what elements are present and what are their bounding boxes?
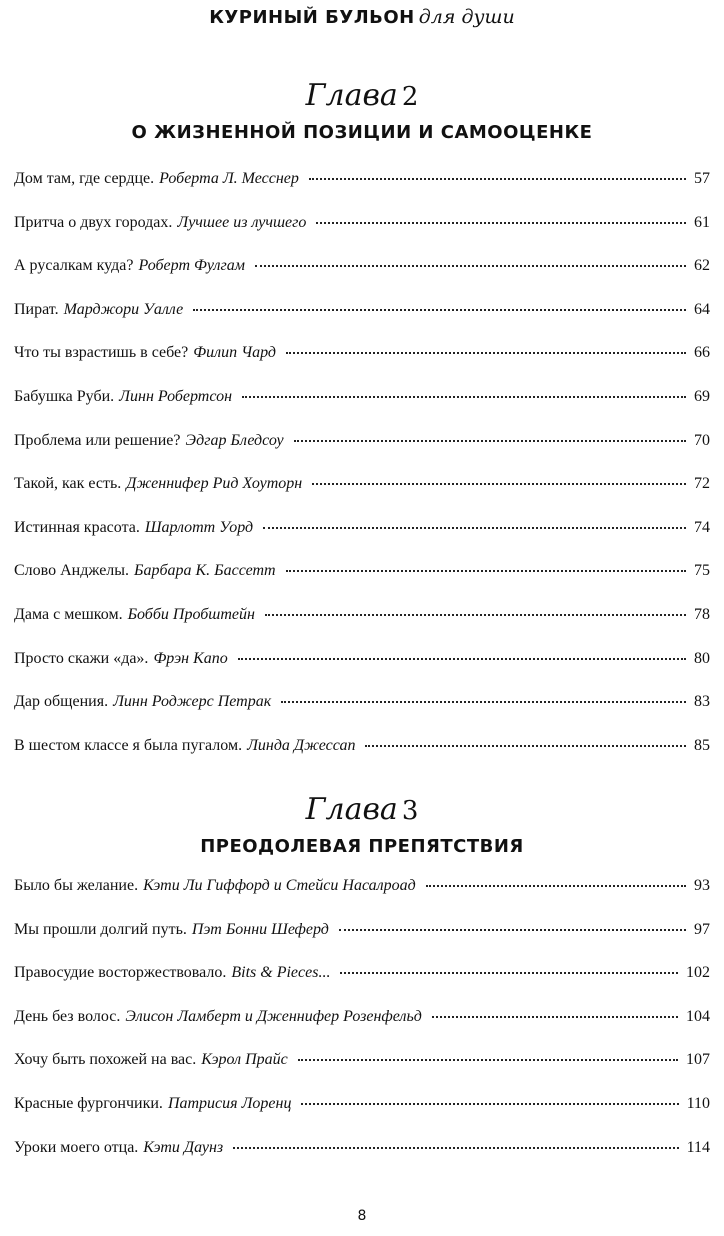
dot-leader: [193, 308, 686, 311]
toc-entry-title: Уроки моего отца.: [14, 1138, 139, 1156]
dot-leader: [233, 1146, 678, 1149]
chapter-2-heading: [0, 78, 724, 143]
toc-entry-author: Пэт Бонни Шеферд: [191, 920, 329, 938]
toc-entry: [14, 214, 710, 258]
toc-entry-author: Линда Джессап: [247, 736, 356, 754]
dot-leader: [365, 744, 686, 747]
toc-entry-author: Бобби Пробштейн: [127, 605, 255, 623]
toc-entry: [14, 964, 710, 1008]
toc-entry-page: 114: [686, 1138, 710, 1156]
toc-list-chapter-3: [14, 877, 710, 1182]
toc-entry-page: 69: [694, 387, 710, 405]
toc-entry-author: Элисон Ламберт и Дженнифер Розенфельд: [125, 1007, 422, 1025]
toc-entry-page: 64: [694, 300, 710, 318]
toc-list-chapter-2: [14, 170, 710, 780]
dot-leader: [309, 177, 686, 180]
toc-entry-page: 80: [694, 649, 710, 667]
toc-entry: [14, 562, 710, 606]
toc-entry-author: Лучшее из лучшего: [177, 213, 307, 231]
book-subtitle: для души: [418, 6, 515, 28]
toc-entry: [14, 606, 710, 650]
toc-entry-page: 61: [694, 213, 710, 231]
toc-entry-title: Пират.: [14, 300, 59, 318]
toc-entry-title: Истинная красота.: [14, 518, 140, 536]
toc-entry: [14, 344, 710, 388]
toc-entry-page: 78: [694, 605, 710, 623]
toc-entry-title: Было бы желание.: [14, 877, 139, 894]
toc-entry-page: 110: [686, 1094, 710, 1112]
toc-entry-page: 62: [694, 257, 710, 275]
dot-leader: [265, 613, 686, 616]
toc-entry-author: Линн Робертсон: [119, 387, 232, 405]
toc-entry-author: Роберт Фулгам: [138, 257, 245, 275]
toc-entry-page: 70: [694, 431, 710, 449]
toc-entry-page: 107: [686, 1051, 710, 1069]
toc-entry-author: Барбара К. Бассетт: [134, 562, 276, 580]
dot-leader: [426, 884, 686, 887]
toc-entry-title: Слово Анджелы.: [14, 562, 130, 580]
toc-entry: [14, 1051, 710, 1095]
toc-entry-author: Марджори Уалле: [63, 300, 184, 318]
toc-entry-page: 57: [694, 170, 710, 187]
book-title: КУРИНЫЙ БУЛЬОН: [209, 7, 415, 28]
toc-entry: [14, 475, 710, 519]
toc-entry-title: Хочу быть похожей на вас.: [14, 1051, 197, 1069]
toc-entry-page: 74: [694, 518, 710, 536]
toc-entry-title: Притча о двух городах.: [14, 213, 173, 231]
toc-entry-page: 104: [686, 1007, 710, 1025]
toc-entry-page: 102: [686, 964, 710, 982]
toc-entry-author: Патрисия Лоренц: [167, 1094, 292, 1112]
toc-entry-page: 97: [694, 920, 710, 938]
dot-leader: [286, 351, 686, 354]
dot-leader: [340, 971, 678, 974]
dot-leader: [312, 482, 686, 485]
toc-entry-author: Фрэн Капо: [153, 649, 228, 667]
dot-leader: [298, 1058, 678, 1061]
toc-entry-title: А русалкам куда?: [14, 257, 134, 275]
toc-entry: [14, 301, 710, 345]
toc-entry: [14, 693, 710, 737]
toc-entry-page: 83: [694, 693, 710, 711]
dot-leader: [281, 700, 686, 703]
dot-leader: [263, 526, 686, 529]
toc-entry-title: Дом там, где сердце.: [14, 170, 155, 187]
toc-entry-title: Дама с мешком.: [14, 605, 123, 623]
toc-entry-title: Правосудие восторжествовало.: [14, 964, 227, 982]
toc-entry-title: Такой, как есть.: [14, 475, 122, 493]
chapter-label: Глава: [305, 78, 398, 113]
toc-entry-title: Проблема или решение?: [14, 431, 181, 449]
chapter-number: 2: [401, 82, 419, 112]
toc-entry: [14, 737, 710, 781]
toc-entry-author: Дженнифер Рид Хоуторн: [126, 475, 303, 493]
toc-entry: [14, 170, 710, 214]
toc-entry-title: В шестом классе я была пугалом.: [14, 736, 243, 754]
toc-entry: [14, 1139, 710, 1183]
toc-entry: [14, 388, 710, 432]
dot-leader: [301, 1102, 678, 1105]
dot-leader: [432, 1015, 678, 1018]
dot-leader: [294, 439, 686, 442]
toc-entry-author: Bits & Pieces...: [231, 964, 331, 982]
dot-leader: [339, 928, 686, 931]
toc-entry-author: Филип Чард: [193, 344, 277, 362]
toc-entry-title: Просто скажи «да».: [14, 649, 149, 667]
toc-entry-title: Красные фургончики.: [14, 1094, 163, 1112]
toc-entry: [14, 921, 710, 965]
dot-leader: [316, 221, 686, 224]
chapter-number: 3: [401, 796, 419, 826]
toc-entry: [14, 519, 710, 563]
toc-entry-title: Бабушка Руби.: [14, 387, 115, 405]
chapter-3-heading: [0, 792, 724, 857]
chapter-label: Глава: [305, 792, 398, 827]
dot-leader: [238, 657, 686, 660]
dot-leader: [242, 395, 686, 398]
toc-entry-page: 85: [694, 736, 710, 754]
toc-entry: [14, 1008, 710, 1052]
toc-entry-page: 72: [694, 475, 710, 493]
toc-entry-title: День без волос.: [14, 1007, 121, 1025]
toc-entry-page: 66: [694, 344, 710, 362]
dot-leader: [286, 569, 686, 572]
chapter-title: ПРЕОДОЛЕВАЯ ПРЕПЯТСТВИЯ: [200, 836, 524, 857]
toc-entry-author: Шарлотт Уорд: [144, 518, 254, 536]
toc-entry-author: Кэти Даунз: [143, 1138, 224, 1156]
toc-entry-author: Эдгар Бледсоу: [185, 431, 284, 449]
toc-entry-page: 75: [694, 562, 710, 580]
toc-entry-author: Линн Роджерс Петрак: [113, 693, 272, 711]
toc-entry: [14, 877, 710, 921]
chapter-title: О ЖИЗНЕННОЙ ПОЗИЦИИ И САМООЦЕНКЕ: [131, 122, 593, 143]
toc-entry-title: Мы прошли долгий путь.: [14, 920, 187, 938]
toc-entry: [14, 1095, 710, 1139]
toc-entry-page: 93: [694, 877, 710, 894]
toc-entry-author: Кэти Ли Гиффорд и Стейси Насалроад: [143, 877, 416, 894]
page-number: 8: [357, 1208, 367, 1224]
running-header: [0, 6, 724, 28]
toc-entry: [14, 257, 710, 301]
toc-entry: [14, 650, 710, 694]
toc-entry-title: Дар общения.: [14, 693, 109, 711]
toc-entry-author: Кэрол Прайс: [201, 1051, 288, 1069]
toc-entry: [14, 432, 710, 476]
toc-entry-title: Что ты взрастишь в себе?: [14, 344, 189, 362]
toc-entry-author: Роберта Л. Месснер: [159, 170, 299, 187]
dot-leader: [255, 264, 686, 267]
